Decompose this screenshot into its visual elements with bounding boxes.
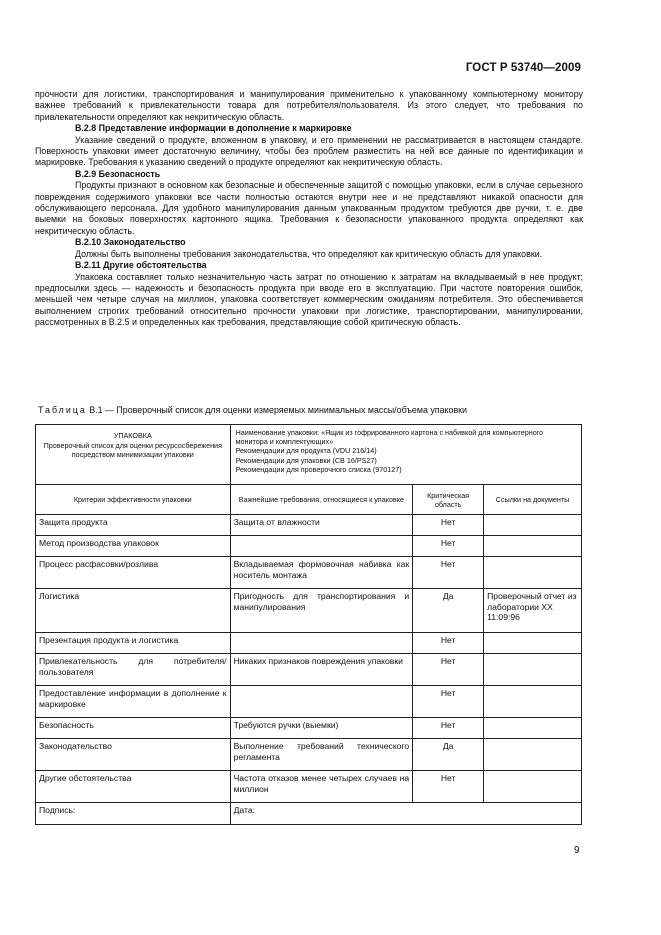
package-title: УПАКОВКА: [113, 431, 152, 440]
critical-cell: Нет: [413, 633, 484, 654]
criterion-cell: Логистика: [36, 589, 231, 633]
requirement-cell: Вкладываемая формовочная набивка как носитель монтажа: [230, 557, 413, 589]
col-header-criteria: Критерии эффективности упаковки: [36, 485, 231, 515]
paragraph-continuation: прочности для логистики, транспортирования и манипулирования применительно к упакованному компьютерному монитору важнее требований к привлекательности товара для потребителя/пользователя. Из этого следует, что требования по привлекательности определяют как некритическую область.: [35, 89, 583, 122]
critical-cell: Да: [413, 589, 484, 633]
table-header-info-row: [36, 425, 582, 485]
criterion-cell: Другие обстоятельства: [36, 771, 231, 803]
page-number: 9: [574, 845, 580, 856]
checklist-table: [35, 424, 582, 825]
signature-row: [36, 803, 582, 825]
requirement-cell: Пригодность для транспортирования и манипулирования: [230, 589, 413, 633]
references-cell: [484, 536, 582, 557]
requirement-cell: Требуются ручки (выемки): [230, 718, 413, 739]
criterion-cell: Презентация продукта и логистика: [36, 633, 231, 654]
package-info-cell: [230, 425, 581, 485]
package-recommendation: Рекомендации для упаковки (CB 16/PS27): [235, 455, 377, 465]
table-row: [36, 557, 582, 589]
requirement-cell: [230, 633, 413, 654]
standard-header: ГОСТ Р 53740—2009: [465, 62, 581, 74]
critical-cell: Нет: [413, 686, 484, 718]
table-row: [36, 686, 582, 718]
table-caption: [38, 405, 583, 415]
criterion-cell: Предоставление информации в дополнение к маркировке: [36, 686, 231, 718]
section-title-b29: В.2.9 Безопасность: [75, 168, 161, 179]
table-row: [36, 589, 582, 633]
criterion-cell: Привлекательность для потребителя/пользователя: [36, 654, 231, 686]
col-header-references: Ссылки на документы: [484, 485, 582, 515]
section-title-b211: В.2.11 Другие обстоятельства: [75, 260, 207, 271]
requirement-cell: Выполнение требований технического регламента: [230, 739, 413, 771]
section-text-b28: Указание сведений о продукте, вложенном в упаковку, и его применении не рассматривается в настоящем стандарте. Поверхность упаковки имеет достаточную величину, чтобы без проблем разместить на ней все данные по идентификации и маркировке. Требования к указанию сведений о продукте определяют как некритическую область.: [35, 134, 583, 168]
references-cell: [484, 718, 582, 739]
checklist-recommendation: Рекомендации для проверочного списка (970127): [235, 464, 402, 474]
section-text-b29: Продукты признают в основном как безопасные и обеспеченные защитой с помощью упаковки, если в случае серьезного повреждения содержимого упаковки все части полностью остаются внутри нее и не представляют никакой опасности для обслуживающего персонала. Для удобного манипулирования данным упакованным продуктом требуются две ручки, т. е. две выемки на боковых поверхностях картонного ящика. Требования к безопасности упакованного продукта определяют как некритическую область.: [35, 180, 583, 236]
references-cell: [484, 654, 582, 686]
criterion-cell: Процесс расфасовки/розлива: [36, 557, 231, 589]
requirement-cell: Частота отказов менее четырех случаев на миллион: [230, 771, 413, 803]
section-text-b211: Упаковка составляет только незначительную часть затрат по отношению к затратам на вкладываемый в нее продукт; предпосылки здесь — надежность и безопасность продукта при вводе его в эксплуатацию. При частоте повторения ошибок, меньшей чем четыре случая на миллион, упаковка соответствует коммерческим ожиданиям потребителя. Это обеспечивается выполнением строгих требований относительно прочности упаковки при логистике, транспортировании, манипулировании, рассмотренных в В.2.5 и определенных как требования, представляющие собой критическую область.: [35, 271, 583, 328]
critical-cell: Нет: [413, 536, 484, 557]
references-cell: [484, 686, 582, 718]
references-cell: [484, 557, 582, 589]
table-row: [36, 771, 582, 803]
requirement-cell: [230, 536, 413, 557]
references-cell: Проверочный отчет из лаборатории XX 11:09:96: [484, 589, 582, 633]
signature-label: Подпись:: [36, 803, 231, 825]
table-caption-label: Таблица: [38, 405, 87, 415]
references-cell: [484, 771, 582, 803]
column-header-row: [36, 485, 582, 515]
table-row: [36, 536, 582, 557]
table-caption-text: В.1 — Проверочный список для оценки измеряемых минимальных массы/объема упаковки: [86, 405, 467, 415]
references-cell: [484, 633, 582, 654]
criterion-cell: Защита продукта: [36, 515, 231, 536]
critical-cell: Да: [413, 739, 484, 771]
references-cell: [484, 739, 582, 771]
requirement-cell: [230, 686, 413, 718]
requirement-cell: Никаких признаков повреждения упаковки: [230, 654, 413, 686]
col-header-critical: Критическая область: [413, 485, 484, 515]
critical-cell: Нет: [413, 515, 484, 536]
table-row: [36, 718, 582, 739]
date-label: Дата:: [230, 803, 581, 825]
critical-cell: Нет: [413, 557, 484, 589]
table-row: [36, 515, 582, 536]
section-title-b28: В.2.8 Представление информации в дополнение к маркировке: [75, 123, 352, 134]
package-name: Наименование упаковки: «Ящик из гофрированного картона с набивкой для компьютерного монитора и комплектующих»: [235, 428, 544, 447]
critical-cell: Нет: [413, 718, 484, 739]
col-header-requirements: Важнейшие требования, относящиеся к упаковке: [230, 485, 413, 515]
criterion-cell: Метод производства упаковок: [36, 536, 231, 557]
package-subtitle: Проверочный список для оценки ресурсосбережения посредством минимизации упаковки: [43, 440, 222, 460]
references-cell: [484, 515, 582, 536]
section-title-b210: В.2.10 Законодательство: [75, 237, 186, 248]
requirement-cell: Защита от влажности: [230, 515, 413, 536]
critical-cell: Нет: [413, 771, 484, 803]
document-body: [35, 89, 583, 329]
criterion-cell: Безопасность: [36, 718, 231, 739]
table-row: [36, 633, 582, 654]
critical-cell: Нет: [413, 654, 484, 686]
section-text-b210: Должны быть выполнены требования законодательства, что определяют как критическую область для упаковки.: [75, 248, 543, 259]
package-title-cell: [36, 425, 231, 485]
product-recommendation: Рекомендации для продукта (VDU 216/14): [235, 446, 377, 456]
table-row: [36, 654, 582, 686]
table-row: [36, 739, 582, 771]
criterion-cell: Законодательство: [36, 739, 231, 771]
